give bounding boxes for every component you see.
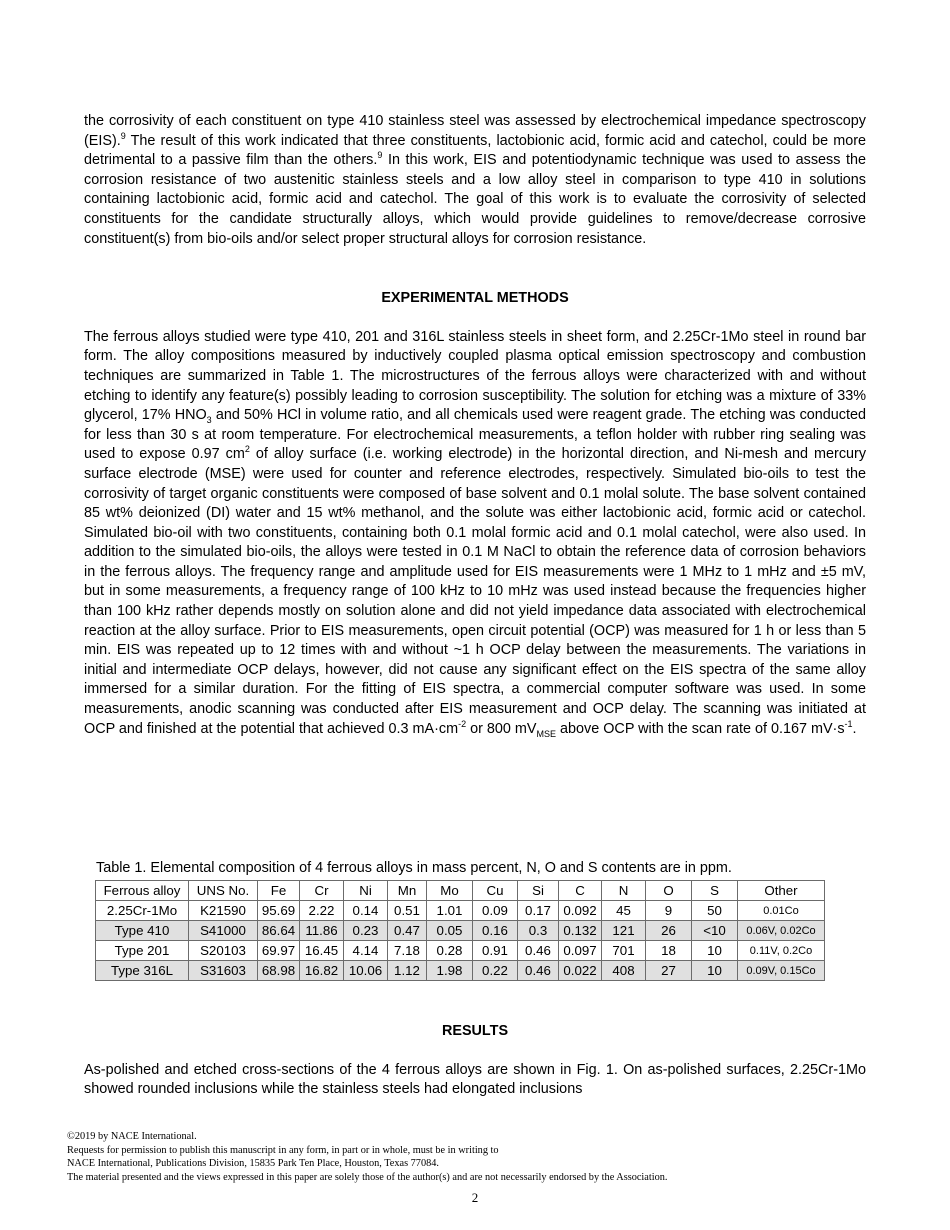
column-header: O <box>646 881 692 901</box>
table-cell: 0.06V, 0.02Co <box>738 921 825 941</box>
subscript: 3 <box>206 415 212 425</box>
column-header: S <box>692 881 738 901</box>
table-cell: 1.01 <box>427 901 473 921</box>
table-cell: 0.3 <box>518 921 559 941</box>
table-cell: 45 <box>602 901 646 921</box>
table-cell: 0.097 <box>559 941 602 961</box>
table-cell: 7.18 <box>388 941 427 961</box>
footer-line: ©2019 by NACE International. <box>67 1131 197 1142</box>
superscript: -2 <box>458 718 467 729</box>
table-row <box>96 921 825 941</box>
table-caption: Table 1. Elemental composition of 4 ferrous alloys in mass percent, N, O and S contents are in ppm. <box>96 860 732 876</box>
table-cell: S41000 <box>189 921 258 941</box>
methods-text-6: . <box>852 720 857 737</box>
column-header: Si <box>518 881 559 901</box>
page-body <box>84 112 866 739</box>
table-cell: 0.46 <box>518 941 559 961</box>
table-cell: 10.06 <box>344 961 388 981</box>
table-row <box>96 901 825 921</box>
table-cell: 86.64 <box>258 921 300 941</box>
methods-text-4: or 800 mV <box>466 720 537 737</box>
section-heading-results: RESULTS <box>441 1023 509 1039</box>
table-cell: Type 201 <box>96 941 189 961</box>
methods-text-2: and 50% HCl in volume ratio, and all chemicals used were reagent grade. The etching was conducted for less than 30 s at room temperature. For electrochemical measurements, a teflon holder with rubber ring sealing was used to expose 0.97 cm <box>84 407 866 463</box>
intro-paragraph <box>84 112 866 249</box>
column-header: Ni <box>344 881 388 901</box>
composition-table <box>95 880 825 981</box>
column-header: Ferrous alloy <box>96 881 189 901</box>
table-cell: 9 <box>646 901 692 921</box>
table-row <box>96 941 825 961</box>
column-header: C <box>559 881 602 901</box>
table-cell: 68.98 <box>258 961 300 981</box>
table-cell: 0.01Co <box>738 901 825 921</box>
table-cell: 0.09V, 0.15Co <box>738 961 825 981</box>
methods-text-3: of alloy surface (i.e. working electrode) in the horizontal direction, and Ni-mesh and mercury surface electrode (MSE) were used for counter and reference electrodes, respectively. Simulated bio-oils to test the corrosivity of target organic constituents were composed of base solvent and 0.1 molal solute. The base solvent contained 85 wt% deionized (DI) water and 15 wt% methanol, and the solute was either lactobionic acid, formic acid or catechol. Simulated bio-oil with two constituents, containing both 0.1 molal formic acid and 0.1 molal catechol, were also used. In addition to the simulated bio-oils, the alloys were tested in 0.1 M NaCl to obtain the reference data of corrosion behaviors in the ferrous alloys. The frequency range and amplitude used for EIS measurements were 1 MHz to 1 mHz and ±5 mV, but in some measurements, a frequency range of 100 kHz to 10 mHz was used instead because the frequencies higher than 100 kHz rather depends mostly on solution alone and did not yield impedance data associated with electrochemical reaction at the alloy surface. Prior to EIS measurements, open circuit potential (OCP) was measured for 1 h or less than 5 min. EIS was repeated up to 12 times with and without ~1 h OCP delay between the measurements. The variations in initial and intermediate OCP delays, however, did not cause any significant effect on the EIS spectra of the same alloy immersed for a similar duration. For the fitting of EIS spectra, a commercial computer software was used. In some measurements, anodic scanning was conducted after EIS measurement and OCP delay. The scanning was initiated at OCP and finished at the potential that achieved 0.3 mA·cm <box>84 446 867 737</box>
methods-text-5: above OCP with the scan rate of 0.167 mV·s <box>556 720 845 737</box>
table-cell: 0.46 <box>518 961 559 981</box>
column-header: Mo <box>427 881 473 901</box>
table-cell: K21590 <box>189 901 258 921</box>
footer-line: Requests for permission to publish this manuscript in any form, in part or in whole, must be in writing to <box>67 1144 499 1156</box>
table-cell: 0.91 <box>473 941 518 961</box>
table-header-row <box>96 881 825 901</box>
section-heading-methods: EXPERIMENTAL METHODS <box>381 290 569 307</box>
citation-ref: 9 <box>120 130 126 141</box>
table-cell: 2.25Cr-1Mo <box>96 901 189 921</box>
superscript: 2 <box>244 444 250 455</box>
table-cell: 11.86 <box>300 921 344 941</box>
column-header: Cr <box>300 881 344 901</box>
column-header: UNS No. <box>189 881 258 901</box>
table-cell: 16.45 <box>300 941 344 961</box>
table-cell: 0.09 <box>473 901 518 921</box>
table-cell: 408 <box>602 961 646 981</box>
table-cell: 16.82 <box>300 961 344 981</box>
intro-text-3: In this work, EIS and potentiodynamic technique was used to assess the corrosion resistance of two austenitic stainless steels and a low alloy steel in comparison to type 410 in solutions containing lactobionic acid, formic acid and catechol. The goal of this work is to evaluate the corrosivity of selected constituents for the candidate structurally alloys, which would provide guidelines to remove/decrease corrosive constituent(s) from bio-oils and/or select proper structural alloys for corrosion resistance. <box>84 152 866 247</box>
table-cell: Type 410 <box>96 921 189 941</box>
table-cell: 0.092 <box>559 901 602 921</box>
table-cell: <10 <box>692 921 738 941</box>
table-cell: 121 <box>602 921 646 941</box>
table-cell: Type 316L <box>96 961 189 981</box>
table-cell: 2.22 <box>300 901 344 921</box>
table-cell: 0.23 <box>344 921 388 941</box>
results-section <box>84 1022 866 1100</box>
table-cell: 18 <box>646 941 692 961</box>
table-cell: 0.05 <box>427 921 473 941</box>
methods-text-1: The ferrous alloys studied were type 410, 201 and 316L stainless steels in sheet form, and 2.25Cr-1Mo steel in round bar form. The alloy compositions measured by inductively coupled plasma optical emission spectroscopy and combustion techniques are summarized in Table 1. The microstructures of the ferrous alloys were characterized with and without etching to identify any feature(s) possibly leading to corrosion susceptibility. The solution for etching was a mixture of 33% glycerol, 17% HNO <box>84 328 866 424</box>
table-cell: 0.11V, 0.2Co <box>738 941 825 961</box>
column-header: Mn <box>388 881 427 901</box>
intro-text-2: The result of this work indicated that three constituents, lactobionic acid, formic acid and catechol, could be more detrimental to a passive film than the others. <box>84 132 866 169</box>
table-cell: S31603 <box>189 961 258 981</box>
table-cell: 27 <box>646 961 692 981</box>
table-cell: 4.14 <box>344 941 388 961</box>
intro-text-1: the corrosivity of each constituent on type 410 stainless steel was assessed by electrochemical impedance spectroscopy (EIS). <box>84 113 866 149</box>
table-cell: S20103 <box>189 941 258 961</box>
table-cell: 26 <box>646 921 692 941</box>
table-cell: 0.17 <box>518 901 559 921</box>
methods-paragraph <box>84 328 866 739</box>
citation-ref: 9 <box>377 150 383 161</box>
table-cell: 69.97 <box>258 941 300 961</box>
table-cell: 0.132 <box>559 921 602 941</box>
table-cell: 0.022 <box>559 961 602 981</box>
column-header: Fe <box>258 881 300 901</box>
table-cell: 701 <box>602 941 646 961</box>
copyright-footer <box>67 1130 667 1184</box>
page-number: 2 <box>471 1190 479 1205</box>
table-cell: 0.14 <box>344 901 388 921</box>
table-cell: 10 <box>692 941 738 961</box>
subscript: MSE <box>536 728 557 739</box>
column-header: Cu <box>473 881 518 901</box>
table-cell: 0.47 <box>388 921 427 941</box>
results-paragraph: As-polished and etched cross-sections of the 4 ferrous alloys are shown in Fig. 1. On as-polished surfaces, 2.25Cr-1Mo showed rounded inclusions while the stainless steels had elongated inclusions <box>84 1061 866 1098</box>
table-cell: 0.16 <box>473 921 518 941</box>
table-cell: 0.22 <box>473 961 518 981</box>
table-cell: 50 <box>692 901 738 921</box>
table-cell: 0.28 <box>427 941 473 961</box>
table-cell: 95.69 <box>258 901 300 921</box>
footer-line: NACE International, Publications Division, 15835 Park Ten Place, Houston, Texas 77084. <box>67 1158 439 1169</box>
column-header: N <box>602 881 646 901</box>
footer-line: The material presented and the views expressed in this paper are solely those of the author(s) and are not necessarily endorsed by the Association. <box>67 1171 668 1183</box>
superscript: -1 <box>844 718 853 729</box>
table-cell: 1.98 <box>427 961 473 981</box>
column-header: Other <box>738 881 825 901</box>
table-cell: 10 <box>692 961 738 981</box>
table-cell: 0.51 <box>388 901 427 921</box>
table-row <box>96 961 825 981</box>
table-cell: 1.12 <box>388 961 427 981</box>
